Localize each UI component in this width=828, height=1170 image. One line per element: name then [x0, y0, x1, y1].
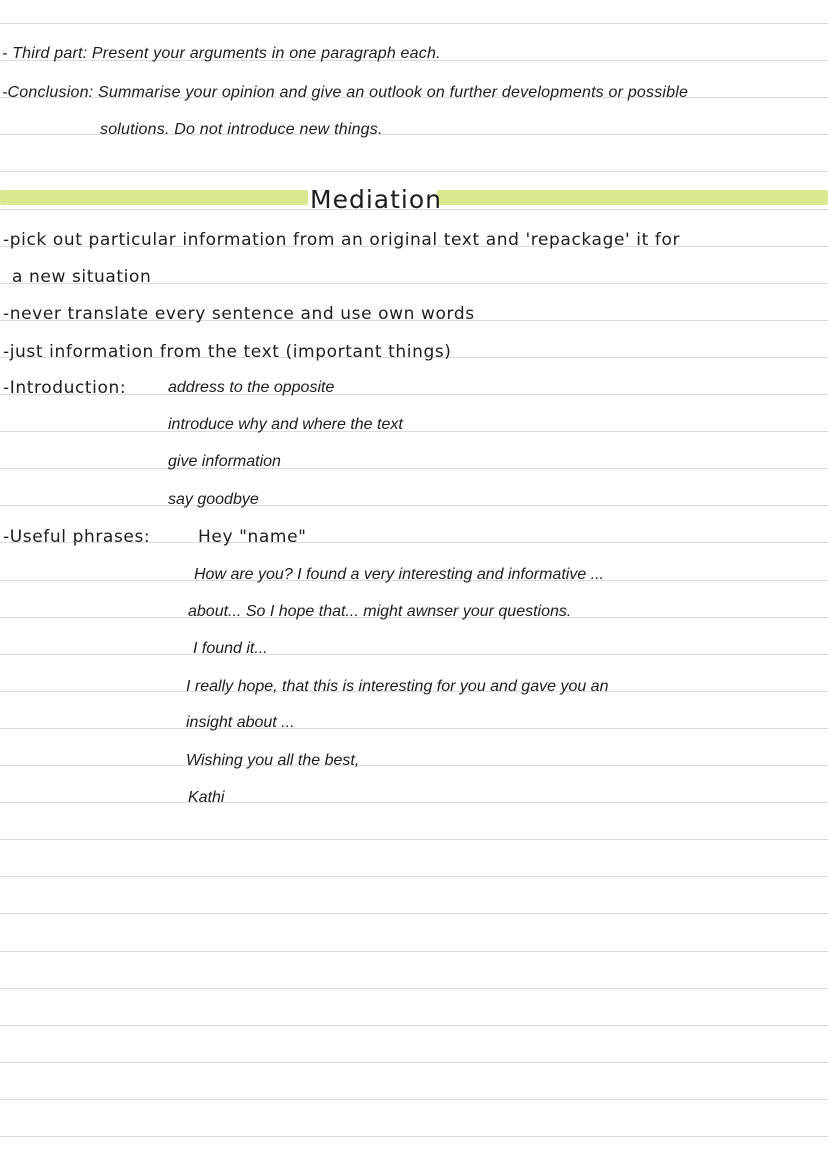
ruled-line: [0, 654, 828, 655]
phrase-line: I really hope, that this is interesting for you and gave you an: [186, 678, 609, 695]
ruled-line: [0, 1025, 828, 1026]
ruled-line: [0, 468, 828, 469]
ruled-line: [0, 171, 828, 172]
ruled-line: [0, 505, 828, 506]
heading-highlight-left: [0, 190, 308, 205]
conclusion-note-continued: solutions. Do not introduce new things.: [100, 121, 383, 138]
signature-name: Kathi: [188, 789, 225, 806]
conclusion-note: -Conclusion: Summarise your opinion and give an outlook on further developments or possible: [2, 84, 689, 101]
ruled-line: [0, 1136, 828, 1137]
pick-out-note: -pick out particular information from an original text and 'repackage' it for: [3, 230, 681, 250]
third-part-note: - Third part: Present your arguments in one paragraph each.: [2, 45, 441, 62]
introduction-step: give information: [168, 453, 281, 470]
ruled-line: [0, 1062, 828, 1063]
introduction-label: -Introduction:: [3, 378, 127, 398]
ruled-line: [0, 876, 828, 877]
never-translate-note: -never translate every sentence and use own words: [3, 304, 475, 324]
useful-phrases-label: -Useful phrases:: [3, 527, 151, 547]
phrase-line: How are you? I found a very interesting and informative ...: [194, 566, 604, 583]
ruled-line: [0, 431, 828, 432]
ruled-line: [0, 802, 828, 803]
ruled-line: [0, 1099, 828, 1100]
introduction-step: introduce why and where the text: [168, 416, 403, 433]
ruled-line: [0, 988, 828, 989]
ruled-line: [0, 765, 828, 766]
page-title: Mediation: [310, 185, 442, 214]
introduction-step: address to the opposite: [168, 379, 335, 396]
just-information-note: -just information from the text (important things): [3, 342, 452, 362]
greeting-phrase: Hey "name": [198, 527, 307, 547]
phrase-line: I found it...: [193, 640, 268, 657]
ruled-line: [0, 913, 828, 914]
phrase-line: Wishing you all the best,: [186, 752, 360, 769]
introduction-step: say goodbye: [168, 491, 259, 508]
ruled-line: [0, 23, 828, 24]
pick-out-note-continued: a new situation: [12, 267, 152, 287]
phrase-line: about... So I hope that... might awnser your questions.: [188, 603, 572, 620]
ruled-line: [0, 728, 828, 729]
heading-highlight-right: [437, 190, 828, 205]
ruled-line: [0, 839, 828, 840]
phrase-line: insight about ...: [186, 714, 295, 731]
ruled-line: [0, 951, 828, 952]
